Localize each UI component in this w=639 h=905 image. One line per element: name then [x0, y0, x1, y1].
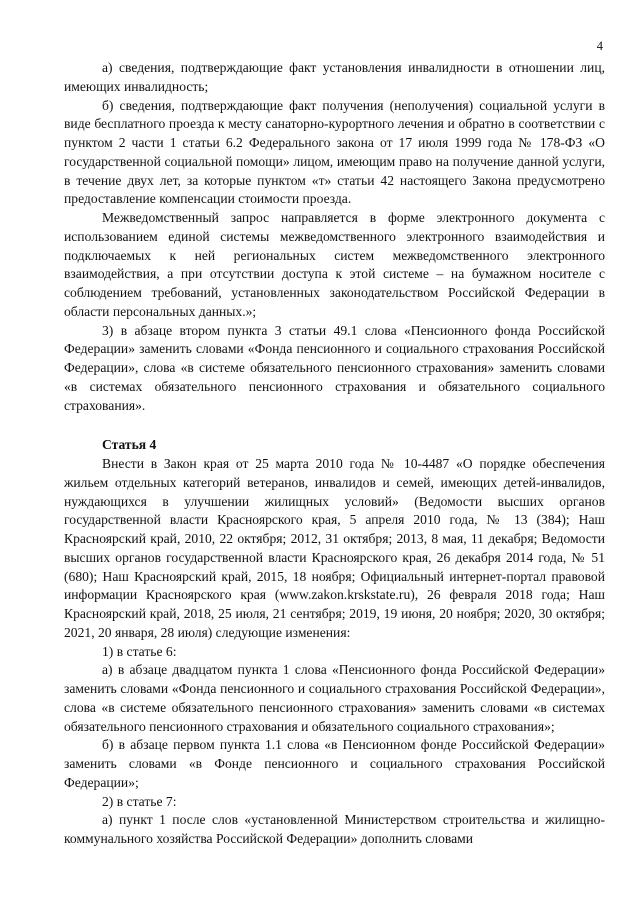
paragraph-bottom-3: а) в абзаце двадцатом пункта 1 слова «Пенсионного фонда Российской Федерации» заменить словами «Фонда пенсионного и социального страхования Российской Федерации», слова «в системе обязательного пенсионного страхования» заменить словами «в системах обязательного пенсионного страхования и обязательного социального страхования»; — [64, 662, 605, 734]
paragraph-top-2: б) сведения, подтверждающие факт получения (неполучения) социальной услуги в виде бесплатного проезда к месту санаторно-курортного лечения и обратно в соответствии с пунктом 2 части 1 статьи 6.2 Федерального закона от 17 июля 1999 года № 178-ФЗ «О государственной социальной помощи» лицом, имеющим право на получение данной услуги, в течение двух лет, за которые пунктом «т» статьи 42 настоящего Закона предусмотрено предоставление компенсации стоимости проезда. — [64, 97, 605, 207]
page-number: 4 — [596, 39, 603, 53]
paragraph-bottom-1: Внести в Закон края от 25 марта 2010 года № 10-4487 «О порядке обеспечения жильем отдельных категорий ветеранов, инвалидов и семей, имеющих детей-инвалидов, нуждающихся в улучшении жилищных условий» (Ведомости высших органов государственной власти Красноярского края, 5 апреля 2010 года, № 13 (384); Наш Красноярский край, 2010, 22 октября; 2012, 31 октября; 2013, 8 мая, 11 декабря; Ведомости высших органов государственной власти Красноярского края, 26 декабря 2014 года, № 51 (680); Наш Красноярский край, 2015, 18 ноября; Официальный интернет-портал правовой информации Красноярского края (www.zakon.krskstate.ru), 26 февраля 2018 года; Наш Красноярский край, 2018, 25 июля, 21 сентября; 2019, 19 июня, 20 ноября; 2020, 30 октября; 2021, 20 января, 28 июля) следующие изменения: — [64, 456, 605, 640]
paragraph-top-4: 3) в абзаце втором пункта 3 статьи 49.1 слова «Пенсионного фонда Российской Федерации» заменить словами «Фонда пенсионного и социального страхования Российской Федерации», слова «в системе обязательного пенсионного страхования» заменить словами «в системах обязательного пенсионного страхования и обязательного социального страхования». — [64, 322, 605, 413]
paragraph-top-1: а) сведения, подтверждающие факт установления инвалидности в отношении лиц, имеющих инвалидность; — [64, 60, 605, 94]
paragraph-bottom-6: а) пункт 1 после слов «установленной Министерством строительства и жилищно-коммунального хозяйства Российской Федерации» дополнить словами — [64, 812, 605, 846]
paragraph-bottom-4: б) в абзаце первом пункта 1.1 слова «в Пенсионном фонде Российской Федерации» заменить словами «в Фонде пенсионного и социального страхования Российской Федерации»; — [64, 737, 605, 790]
article-heading: Статья 4 — [102, 437, 157, 453]
paragraph-bottom-2: 1) в статье 6: — [102, 643, 177, 659]
paragraph-bottom-5: 2) в статье 7: — [102, 793, 177, 809]
paragraph-top-3: Межведомственный запрос направляется в форме электронного документа с использованием единой системы межведомственного электронного взаимодействия и подключаемых к ней региональных систем межведомственного электронного взаимодействия, а при отсутствии доступа к этой системе – на бумажном носителе с соблюдением требований, установленных законодательством Российской Федерации в области персональных данных.»; — [64, 210, 605, 319]
